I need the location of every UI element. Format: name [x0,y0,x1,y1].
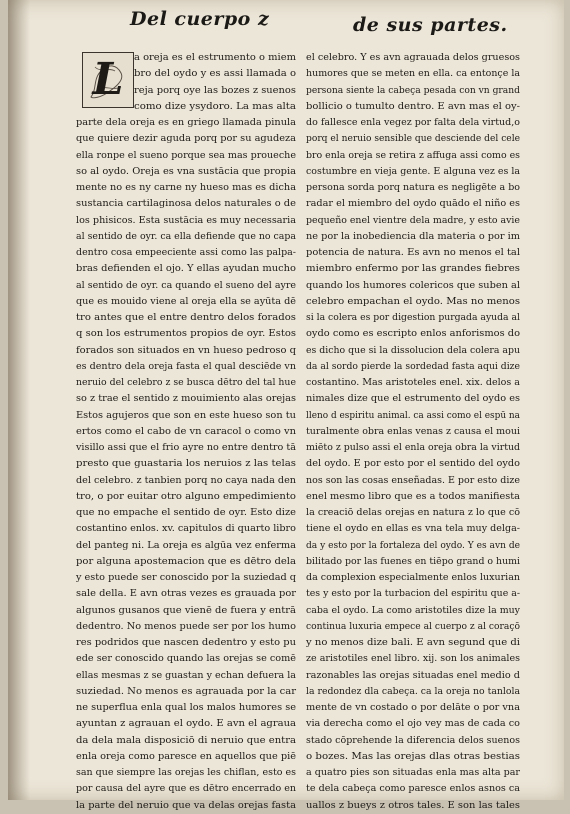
text-line: es dentro dela oreja fasta el qual desciēde vn [76,360,296,372]
text-line: algunos gusanos que vienē de fuera y entrā [76,604,296,616]
text-line: so z trae el sentido z mouimiento alas orejas [76,393,296,405]
text-line: lleno d espiritu animal. ca assi como el espū na [306,409,520,421]
text-line: tiene el oydo en ellas es vna tela muy delga- [306,523,520,535]
text-line: es dicho que si la dissolucion dela colera apu [306,344,520,356]
text-line: que no empache el sentido de oyr. Esto dize [76,507,296,518]
text-line: parte dela oreja es en griego llamada pinula [76,117,296,128]
text-line: ayuntan z agrauan el oydo. E avn el agraua [76,718,296,730]
text-line: pequeño enel vientre dela madre, y esto avie [306,214,520,226]
text-line: caba el oydo. La como aristotiles dize la muy [306,604,520,616]
text-line: a oreja es el estrumento o miem [134,52,296,63]
text-line: porq el neruio sensible que desciende del cele [306,133,520,145]
text-line: stado cōprehende la diferencia delos suenos [306,734,520,746]
text-line: ellas mesmas z se guastan y echan defuera la [76,669,296,681]
text-line: a quatro pies son situadas enla mas alta par [306,767,520,778]
text-line: persona sorda porq natura es negligēte a bo [306,182,520,193]
text-line: enel mesmo libro que es a todos manifiesta [306,490,520,502]
text-line: del panteg ni. La oreja es algūa vez enferma [76,539,296,551]
text-line: q son los estrumentos propios de oyr. Estos [76,328,296,340]
text-line: como dize ysydoro. La mas alta [134,100,296,112]
text-line: bollicio o tumulto dentro. E avn mas el oy- [306,100,520,112]
text-line: potencia de natura. Es avn no menos el tal [306,247,520,258]
text-line: dentro cosa empeeciente assi como las palpa- [76,247,296,258]
text-line: la creaciō delas orejas en natura z lo que cō [306,507,520,518]
text-line: mente de vn costado o por delāte o por vna [306,702,520,713]
text-line: so al oydo. Oreja es vna sustācia que propia [76,165,296,177]
text-line: turalmente obra enlas venas z causa el moui [306,425,520,437]
text-line: si la colera es por digestion purgada ayuda al [306,312,520,323]
text-line: neruio del celebro z se busca dētro del tal hue [76,377,296,388]
text-line: te dela cabeça como paresce enlos asnos ca [306,783,520,795]
text-line: ede ser conoscido quando las orejas se comē [76,653,296,665]
text-line: tro, o por euitar otro alguno empedimiento [76,490,296,502]
text-line: ne superflua enla qual los malos humores se [76,702,296,713]
text-line: ertos como el cabo de vn caracol o como vn [76,425,296,437]
text-line: sale della. E avn otras vezes es grauada por [76,588,296,600]
text-line: y esto puede ser conoscido por la suziedad q [76,572,296,583]
text-line: bilitado por las fuenes en tiēpo grand o humi [306,555,520,567]
text-line: tro antes que el entre dentro delos forados [76,312,296,323]
text-line: bras defienden el ojo. Y ellas ayudan mucho [76,263,296,275]
text-line: bro enla oreja se retira z affuga assi como es [306,149,520,161]
text-line: o bozes. Mas las orejas dlas otras bestias [306,750,520,762]
text-line: costantino. Mas aristoteles enel. xix. delos a [306,377,520,388]
text-line: quando los humores colericos que suben al [306,279,520,291]
text-line: persona siente la cabeça pesada con vn grand [306,84,520,96]
text-line: por causa del ayre que es dētro encerrado en [76,783,296,795]
text-line: da al sordo pierde la sordedad fasta aqui dize [306,360,520,372]
text-line: la parte del neruio que va delas orejas fasta [76,799,296,811]
text-line: que es mouido viene al oreja ella se ayūta dē [76,295,296,307]
text-line: al sentido de oyr. ca ella defiende que no capa [76,230,296,242]
text-line: Estos agujeros que son en este hueso son tu [76,409,296,421]
text-line: oydo como es escripto enlos anforismos do [306,328,520,340]
text-line: sustancia cartilaginosa delos naturales o de [76,198,296,210]
text-line: da dela mala disposiciō di neruio que entra [76,734,296,746]
text-line: uallos z bueys z otros tales. E son las tales [306,799,520,811]
left-text-column [76,50,296,814]
running-header-right: de sus partes. [353,14,508,36]
text-line: razonables las orejas situadas enel medio d [306,669,520,681]
text-line: celebro empachan el oydo. Mas no menos [306,295,520,307]
text-line: reja porq oye las bozes z suenos [134,84,296,96]
text-line: enla oreja como paresce en aquellos que piē [76,750,296,762]
text-line: visillo assi que el frio ayre no entre dentro tā [76,442,296,453]
text-line: los phisicos. Esta sustācia es muy necessaria [76,214,296,226]
text-line: tes y esto por la turbacion del espiritu que a- [306,588,520,600]
gutter-shadow [8,0,30,800]
text-line: via derecha como el ojo vey mas de cada co [306,718,520,730]
text-line: humores que se meten en ella. ca entonçe la [306,68,520,80]
text-line: suziedad. No menos es agrauada por la car [76,685,296,697]
text-line: da complexion especialmente enlos luxurian [306,572,520,583]
text-line: miēto z pulso assi el enla oreja obra la virtud [306,442,520,453]
text-line: la redondez dla cabeça. ca la oreja no tanlola [306,685,520,697]
text-line: por alguna apostemacion que es dētro dela [76,555,296,567]
text-line: forados son situados en vn hueso pedroso q [76,344,296,356]
text-line: continua luxuria empece al cuerpo z al coraçō [306,620,520,632]
text-line: el celebro. Y es avn agrauada delos gruesos [306,52,520,63]
book-page [8,0,564,811]
text-line: radar el miembro del oydo quādo el niño es [306,198,520,210]
text-line: nos son las cosas enseñadas. E por esto dize [306,474,520,486]
text-line: del oydo. E por esto por el sentido del oydo [306,458,520,470]
text-line: mente no es ny carne ny hueso mas es dicha [76,182,296,193]
initial-letter: L [92,54,124,105]
right-text-column [306,50,520,814]
text-line: ella ronpe el sueno porque sea mas proueche [76,149,296,161]
text-line: ze aristotiles enel libro. xij. son los animales [306,653,520,665]
text-line: dedentro. No menos puede ser por los humo [76,620,296,632]
text-line: presto que guastaria los neruios z las telas [76,458,296,470]
text-line: costantino enlos. xv. capitulos di quarto libro [76,523,296,535]
text-line: miembro enfermo por las grandes fiebres [306,263,520,275]
text-line: nimales dize que el estrumento del oydo es [306,393,520,405]
text-line: da y esto por la fortaleza del oydo. Y es avn de [306,539,520,551]
text-line: que quiere dezir aguda porq por su agudeza [76,133,296,145]
text-line: san que siempre las orejas les chiflan, esto es [76,767,296,778]
text-line: res podridos que nascen dedentro y esto pu [76,637,296,648]
text-line: bro del oydo y es assi llamada o [134,68,296,80]
text-line: al sentido de oyr. ca quando el sueno del ayre [76,279,296,291]
text-line: y no menos dize bali. E avn segund que di [306,637,520,648]
text-line: do fallesce enla vegez por falta dela virtud,o [306,117,520,128]
text-line: costumbre en vieja gente. E alguna vez es la [306,165,520,177]
running-header-left: Del cuerpo z [130,8,270,30]
text-line: del celebro. z tanbien porq no caya nada den [76,474,296,486]
text-line: ne por la inobediencia dla materia o por im [306,230,520,242]
